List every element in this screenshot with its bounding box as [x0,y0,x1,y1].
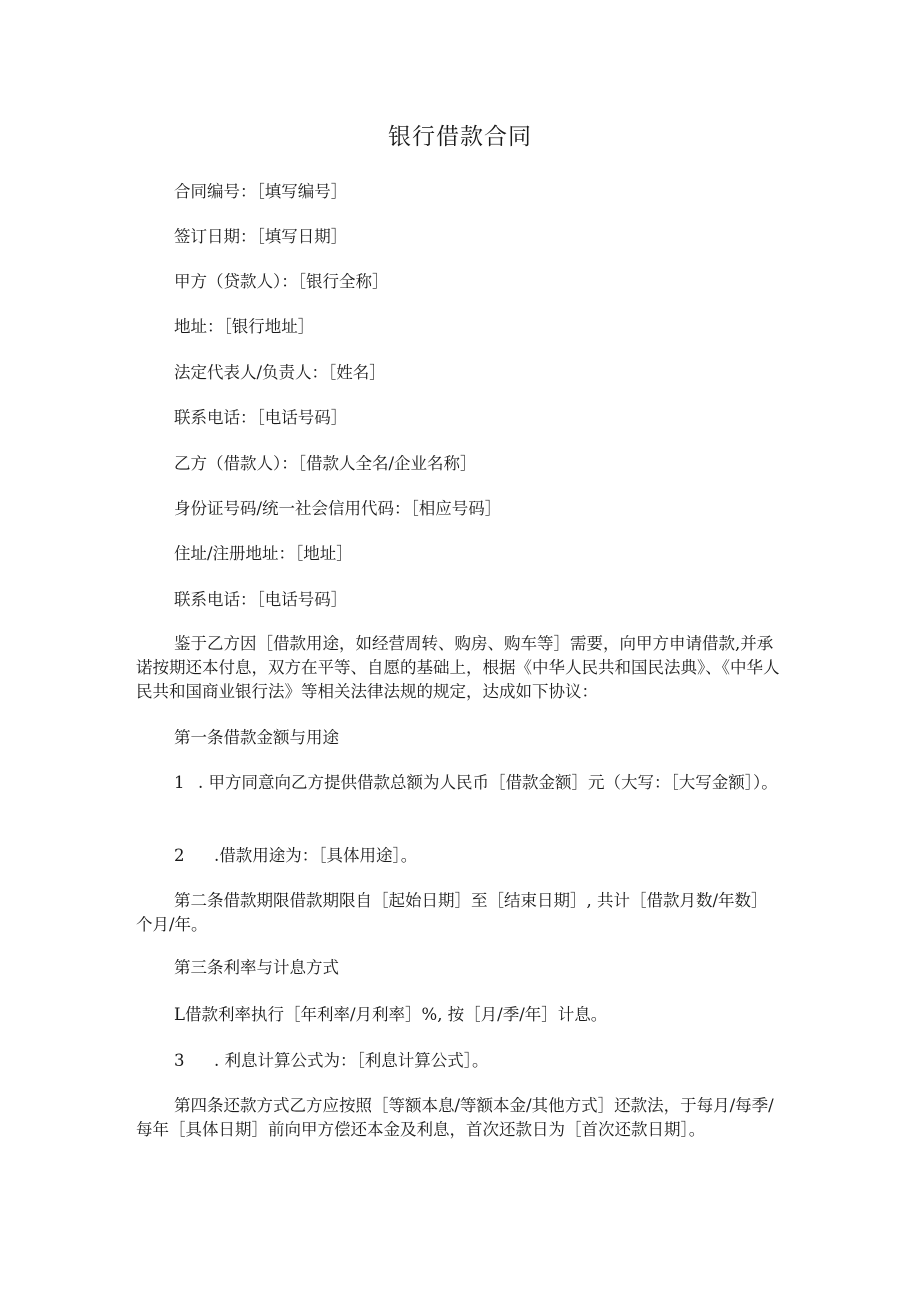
article-3-item-1: L借款利率执行［年利率/月利率］%, 按［月/季/年］计息。 [174,1005,608,1024]
signing-date-field: 签订日期：［填写日期］ [174,227,348,246]
party-a-address-field: 地址：［银行地址］ [174,317,315,336]
party-a-phone-field: 联系电话：［电话号码］ [174,408,348,427]
party-b-phone-field: 联系电话：［电话号码］ [174,590,348,609]
id-number-field: 身份证号码/统一社会信用代码：［相应号码］ [174,499,502,518]
article-1-item-1-text: . 甲方同意向乙方提供借款总额为人民币［借款金额］元（大写：［大写金额］）。 [198,773,778,792]
document-title: 银行借款合同 [388,124,532,150]
article-3-item-2-number: 3 [174,1051,185,1070]
preamble-paragraph: 鉴于乙方因［借款用途，如经营周转、购房、购车等］需要，向甲方申请借款,并承诺按期还本付息，双方在平等、自愿的基础上，根据《中华人民共和国民法典》、《中华人民共和国商业银行法》等相关法律法规的规定，达成如下协议： [136,634,780,701]
article-1-item-2-number: 2 [174,846,185,865]
party-b-address-field: 住址/注册地址：［地址］ [174,544,353,563]
article-1-item-2 [174,845,417,867]
article-2-paragraph: 第二条借款期限借款期限自［起始日期］至［结束日期］, 共计［借款月数/年数］个月/年。 [136,891,768,934]
article-3-item-2-text: . 利息计算公式为：［利息计算公式］。 [214,1051,489,1070]
article-1-item-2-text: .借款用途为：［具体用途］。 [214,846,418,865]
article-3-title: 第三条利率与计息方式 [174,958,339,977]
legal-representative-field: 法定代表人/负责人：［姓名］ [174,363,386,382]
party-a-name-field: 甲方（贷款人）：［银行全称］ [174,272,389,291]
article-1-item-1-number: 1 [174,773,185,792]
party-b-name-field: 乙方（借款人）：［借款人全名/企业名称］ [174,454,477,473]
article-1-item-1 [136,771,784,795]
contract-number-field: 合同编号：［填写编号］ [174,182,348,201]
article-3-item-2 [174,1050,489,1072]
article-1-title: 第一条借款金额与用途 [174,728,339,747]
article-4-paragraph: 第四条还款方式乙方应按照［等额本息/等额本金/其他方式］还款法，于每月/每季/每年［具体日期］前向甲方偿还本金及利息，首次还款日为［首次还款日期］。 [136,1096,774,1139]
